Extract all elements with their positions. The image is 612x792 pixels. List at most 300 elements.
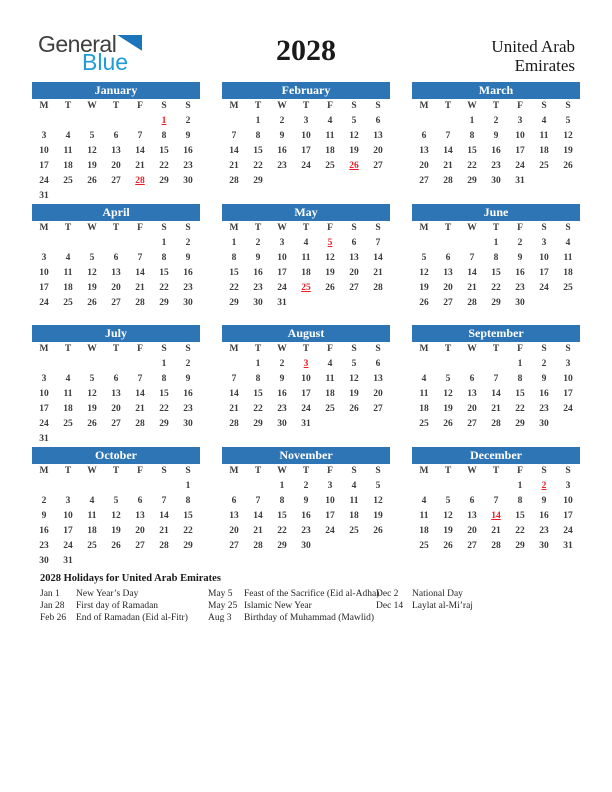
holiday-date: Jan 28 [40, 601, 65, 612]
day-cell: 6 [469, 495, 475, 506]
year-title: 2028 [276, 34, 336, 67]
day-cell: 14 [135, 146, 145, 156]
day-cell: 17 [301, 389, 311, 399]
day-cell: 15 [515, 510, 525, 521]
weekday-label: M [419, 222, 429, 233]
day-cell: 11 [301, 252, 311, 263]
weekday-label: M [229, 344, 239, 354]
weekday-label: W [277, 465, 287, 476]
day-cell: 17 [515, 146, 525, 156]
month-calendar-february [222, 82, 390, 204]
day-cell: 22 [253, 161, 263, 171]
day-cell: 27 [443, 297, 453, 308]
day-cell: 7 [469, 252, 475, 263]
day-cell: 12 [349, 131, 359, 141]
month-days-grid [222, 342, 390, 432]
month-header: July [32, 325, 200, 342]
holiday-day-cell: 14 [491, 510, 501, 521]
day-cell: 29 [491, 297, 501, 308]
day-cell: 2 [41, 495, 47, 506]
day-cell: 27 [419, 176, 429, 186]
weekday-label: M [419, 101, 429, 111]
day-cell: 14 [135, 389, 145, 399]
day-cell: 1 [517, 359, 523, 369]
logo-word-blue: Blue [82, 49, 129, 75]
weekday-label: S [161, 222, 167, 233]
day-cell: 29 [159, 419, 169, 429]
weekday-label: S [351, 344, 357, 354]
day-cell: 11 [63, 389, 73, 399]
day-cell: 19 [349, 146, 359, 156]
day-cell: 29 [229, 297, 239, 308]
weekday-label: S [541, 222, 547, 233]
weekday-label: F [327, 465, 333, 476]
day-cell: 7 [493, 374, 499, 384]
weekday-label: T [112, 465, 120, 476]
day-cell: 11 [325, 131, 335, 141]
day-cell: 4 [327, 359, 333, 369]
weekday-label: F [517, 101, 523, 111]
weekday-label: T [254, 101, 262, 111]
empty-day-cell [436, 114, 460, 129]
month-header: June [412, 204, 580, 221]
day-cell: 2 [517, 237, 523, 248]
day-cell: 26 [87, 176, 97, 186]
weekday-label: S [185, 101, 191, 111]
day-cell: 5 [89, 252, 95, 263]
day-cell: 27 [373, 404, 383, 414]
empty-day-cell [56, 357, 80, 372]
day-cell: 17 [39, 404, 49, 414]
day-cell: 23 [183, 404, 193, 414]
weekday-label: F [327, 344, 333, 354]
day-cell: 4 [65, 252, 71, 263]
holiday-name: National Day [412, 589, 463, 599]
empty-day-cell [32, 357, 56, 372]
day-cell: 16 [183, 146, 193, 156]
weekday-label: T [112, 222, 120, 233]
day-cell: 12 [349, 374, 359, 384]
weekday-label: F [517, 222, 523, 233]
day-cell: 20 [229, 525, 239, 536]
day-cell: 4 [541, 116, 547, 126]
day-cell: 1 [161, 237, 167, 248]
empty-day-cell [56, 479, 80, 494]
day-cell: 19 [87, 161, 97, 171]
day-cell: 24 [39, 176, 49, 186]
month-header: February [222, 82, 390, 99]
day-cell: 26 [443, 540, 453, 551]
day-cell: 1 [279, 480, 285, 491]
day-cell: 26 [563, 161, 573, 171]
weekday-label: M [229, 101, 239, 111]
weekday-label: W [87, 222, 97, 233]
month-days-grid [32, 342, 200, 447]
month-header: December [412, 447, 580, 464]
month-days-grid [412, 342, 580, 432]
month-header: March [412, 82, 580, 99]
day-cell: 2 [185, 359, 191, 369]
day-cell: 6 [113, 131, 119, 141]
weekday-label: S [565, 101, 571, 111]
day-cell: 11 [563, 252, 573, 263]
holiday-column [376, 588, 554, 612]
day-cell: 4 [327, 116, 333, 126]
month-header: August [222, 325, 390, 342]
holiday-entry [40, 612, 212, 624]
weekday-label: W [467, 101, 477, 111]
weekday-label: M [39, 344, 49, 354]
day-cell: 14 [135, 267, 145, 278]
day-cell: 20 [373, 146, 383, 156]
weekday-label: T [492, 101, 500, 111]
day-cell: 6 [137, 495, 143, 506]
day-cell: 27 [467, 419, 477, 429]
day-cell: 24 [277, 282, 287, 293]
month-days-grid [222, 99, 390, 189]
day-cell: 9 [303, 495, 309, 506]
empty-day-cell [80, 114, 104, 129]
holiday-name: New Year’s Day [76, 589, 139, 599]
day-cell: 18 [325, 389, 335, 399]
month-calendar-january [32, 82, 200, 204]
day-cell: 17 [63, 525, 73, 536]
day-cell: 12 [87, 267, 97, 278]
holidays-title: 2028 Holidays for United Arab Emirates [40, 573, 221, 584]
weekday-label: M [229, 222, 239, 233]
weekday-label: S [185, 344, 191, 354]
day-cell: 16 [491, 146, 501, 156]
weekday-label: S [565, 344, 571, 354]
day-cell: 14 [229, 146, 239, 156]
empty-day-cell [460, 479, 484, 494]
empty-day-cell [412, 357, 436, 372]
day-cell: 24 [301, 404, 311, 414]
day-cell: 6 [375, 116, 381, 126]
month-header: October [32, 447, 200, 464]
day-cell: 5 [445, 374, 451, 384]
day-cell: 31 [515, 176, 525, 186]
day-cell: 14 [467, 267, 477, 278]
weekday-label: T [64, 465, 72, 476]
day-cell: 16 [515, 267, 525, 278]
day-cell: 7 [255, 495, 261, 506]
day-cell: 8 [255, 374, 261, 384]
day-cell: 18 [563, 267, 573, 278]
day-cell: 30 [183, 419, 193, 429]
day-cell: 2 [303, 480, 309, 491]
day-cell: 16 [253, 267, 263, 278]
holiday-date: Jan 1 [40, 589, 60, 599]
day-cell: 8 [185, 495, 191, 506]
weekday-label: T [254, 222, 262, 233]
empty-day-cell [484, 479, 508, 494]
holiday-name: Feast of the Sacrifice (Eid al-Adha) [244, 589, 380, 599]
day-cell: 13 [373, 374, 383, 384]
day-cell: 12 [443, 510, 453, 521]
day-cell: 12 [373, 495, 383, 506]
day-cell: 24 [301, 161, 311, 171]
empty-day-cell [80, 479, 104, 494]
day-cell: 18 [349, 510, 359, 521]
day-cell: 25 [419, 540, 429, 551]
weekday-label: T [64, 344, 72, 354]
holiday-day-cell: 5 [327, 237, 333, 248]
weekday-label: F [327, 222, 333, 233]
weekday-label: T [254, 344, 262, 354]
day-cell: 19 [373, 510, 383, 521]
day-cell: 26 [419, 297, 429, 308]
day-cell: 9 [185, 374, 191, 384]
day-cell: 9 [517, 252, 523, 263]
day-cell: 30 [183, 297, 193, 308]
weekday-label: S [375, 222, 381, 233]
day-cell: 30 [183, 176, 193, 186]
empty-day-cell [222, 357, 246, 372]
day-cell: 3 [565, 359, 571, 369]
day-cell: 11 [349, 495, 359, 506]
day-cell: 10 [63, 510, 73, 521]
day-cell: 13 [135, 510, 145, 521]
day-cell: 1 [185, 480, 191, 491]
day-cell: 10 [539, 252, 549, 263]
month-header: November [222, 447, 390, 464]
month-days-grid [32, 99, 200, 204]
months-grid [32, 82, 580, 568]
day-cell: 15 [277, 510, 287, 521]
day-cell: 19 [443, 404, 453, 414]
logo-word-general: General [38, 31, 117, 57]
weekday-label: W [87, 465, 97, 476]
holiday-entry [208, 588, 380, 600]
day-cell: 6 [113, 374, 119, 384]
day-cell: 15 [159, 267, 169, 278]
empty-day-cell [152, 479, 176, 494]
day-cell: 18 [63, 404, 73, 414]
day-cell: 24 [515, 161, 525, 171]
day-cell: 22 [159, 282, 169, 293]
day-cell: 6 [445, 252, 451, 263]
day-cell: 25 [539, 161, 549, 171]
empty-day-cell [56, 114, 80, 129]
holiday-day-cell: 28 [135, 176, 145, 186]
holiday-column [40, 588, 212, 625]
day-cell: 13 [349, 252, 359, 263]
holiday-name: Birthday of Muhammad (Mawlid) [244, 613, 375, 624]
day-cell: 21 [253, 525, 263, 536]
day-cell: 18 [419, 525, 429, 536]
day-cell: 5 [565, 116, 571, 126]
day-cell: 27 [229, 540, 239, 551]
day-cell: 21 [135, 161, 145, 171]
day-cell: 7 [161, 495, 167, 506]
weekday-label: T [254, 465, 262, 476]
holiday-date: Aug 3 [208, 613, 232, 624]
day-cell: 23 [515, 282, 525, 293]
day-cell: 5 [113, 495, 119, 506]
day-cell: 22 [159, 404, 169, 414]
day-cell: 29 [515, 419, 525, 429]
day-cell: 13 [373, 131, 383, 141]
empty-day-cell [436, 236, 460, 251]
weekday-label: S [161, 465, 167, 476]
weekday-label: T [444, 101, 452, 111]
day-cell: 20 [111, 161, 121, 171]
day-cell: 12 [87, 389, 97, 399]
weekday-label: W [277, 222, 287, 233]
day-cell: 5 [375, 480, 381, 491]
day-cell: 29 [159, 176, 169, 186]
day-cell: 12 [87, 146, 97, 156]
day-cell: 16 [277, 146, 287, 156]
weekday-label: T [302, 465, 310, 476]
weekday-label: S [351, 465, 357, 476]
holiday-entry [208, 600, 380, 612]
day-cell: 12 [111, 510, 121, 521]
day-cell: 29 [253, 419, 263, 429]
day-cell: 8 [517, 495, 523, 506]
day-cell: 15 [159, 146, 169, 156]
day-cell: 7 [493, 495, 499, 506]
day-cell: 10 [277, 252, 287, 263]
day-cell: 17 [39, 282, 49, 293]
empty-day-cell [412, 114, 436, 129]
day-cell: 30 [277, 419, 287, 429]
day-cell: 3 [41, 374, 47, 384]
holiday-day-cell: 25 [301, 282, 311, 293]
day-cell: 13 [111, 267, 121, 278]
day-cell: 25 [325, 404, 335, 414]
day-cell: 21 [373, 267, 383, 278]
day-cell: 20 [373, 389, 383, 399]
month-calendar-october [32, 447, 200, 569]
day-cell: 21 [135, 282, 145, 293]
day-cell: 27 [135, 540, 145, 551]
empty-day-cell [460, 236, 484, 251]
day-cell: 21 [229, 404, 239, 414]
day-cell: 19 [111, 525, 121, 536]
day-cell: 3 [41, 131, 47, 141]
day-cell: 26 [349, 404, 359, 414]
weekday-label: W [467, 465, 477, 476]
weekday-label: F [517, 344, 523, 354]
holiday-name: First day of Ramadan [76, 601, 159, 612]
day-cell: 10 [39, 146, 49, 156]
day-cell: 4 [565, 237, 571, 248]
day-cell: 30 [301, 540, 311, 551]
day-cell: 3 [541, 237, 547, 248]
day-cell: 22 [159, 161, 169, 171]
weekday-label: W [467, 344, 477, 354]
day-cell: 30 [253, 297, 263, 308]
day-cell: 9 [279, 131, 285, 141]
weekday-label: W [87, 344, 97, 354]
day-cell: 2 [185, 237, 191, 248]
day-cell: 23 [277, 161, 287, 171]
day-cell: 16 [39, 525, 49, 536]
day-cell: 7 [137, 131, 143, 141]
day-cell: 5 [351, 116, 357, 126]
day-cell: 2 [541, 359, 547, 369]
day-cell: 14 [159, 510, 169, 521]
day-cell: 2 [493, 116, 499, 126]
holiday-day-cell: 3 [303, 359, 309, 369]
holiday-name: Laylat al-Mi’raj [412, 601, 473, 612]
day-cell: 21 [229, 161, 239, 171]
day-cell: 6 [231, 495, 237, 506]
day-cell: 23 [277, 404, 287, 414]
day-cell: 28 [229, 419, 239, 429]
empty-day-cell [104, 357, 128, 372]
weekday-label: S [185, 222, 191, 233]
day-cell: 25 [563, 282, 573, 293]
holiday-column [208, 588, 380, 625]
day-cell: 12 [325, 252, 335, 263]
day-cell: 20 [111, 404, 121, 414]
day-cell: 9 [541, 495, 547, 506]
day-cell: 23 [539, 404, 549, 414]
day-cell: 24 [563, 525, 573, 536]
day-cell: 30 [539, 540, 549, 551]
day-cell: 10 [325, 495, 335, 506]
empty-day-cell [436, 357, 460, 372]
day-cell: 26 [87, 419, 97, 429]
weekday-label: M [229, 465, 239, 476]
day-cell: 22 [515, 525, 525, 536]
day-cell: 8 [493, 252, 499, 263]
weekday-label: T [302, 344, 310, 354]
empty-day-cell [222, 479, 246, 494]
day-cell: 17 [539, 267, 549, 278]
day-cell: 6 [469, 374, 475, 384]
day-cell: 29 [467, 176, 477, 186]
day-cell: 17 [277, 267, 287, 278]
day-cell: 19 [87, 282, 97, 293]
holiday-entry [40, 600, 212, 612]
month-calendar-july [32, 325, 200, 447]
day-cell: 27 [373, 161, 383, 171]
day-cell: 13 [229, 510, 239, 521]
day-cell: 24 [39, 419, 49, 429]
weekday-label: T [444, 222, 452, 233]
day-cell: 28 [491, 540, 501, 551]
weekday-label: F [517, 465, 523, 476]
day-cell: 27 [111, 176, 121, 186]
day-cell: 6 [421, 131, 427, 141]
day-cell: 19 [325, 267, 335, 278]
day-cell: 26 [373, 525, 383, 536]
day-cell: 10 [563, 374, 573, 384]
day-cell: 19 [563, 146, 573, 156]
day-cell: 30 [515, 297, 525, 308]
holiday-entry [208, 612, 380, 624]
day-cell: 10 [39, 389, 49, 399]
holiday-date: May 5 [208, 589, 233, 599]
day-cell: 25 [349, 525, 359, 536]
day-cell: 16 [539, 510, 549, 521]
day-cell: 1 [493, 237, 499, 248]
day-cell: 25 [63, 176, 73, 186]
day-cell: 27 [111, 419, 121, 429]
weekday-label: F [327, 101, 333, 111]
weekday-label: T [444, 465, 452, 476]
day-cell: 25 [63, 297, 73, 308]
day-cell: 22 [253, 404, 263, 414]
day-cell: 7 [231, 131, 237, 141]
day-cell: 29 [277, 540, 287, 551]
weekday-label: W [277, 344, 287, 354]
holiday-date: Dec 2 [376, 589, 399, 599]
